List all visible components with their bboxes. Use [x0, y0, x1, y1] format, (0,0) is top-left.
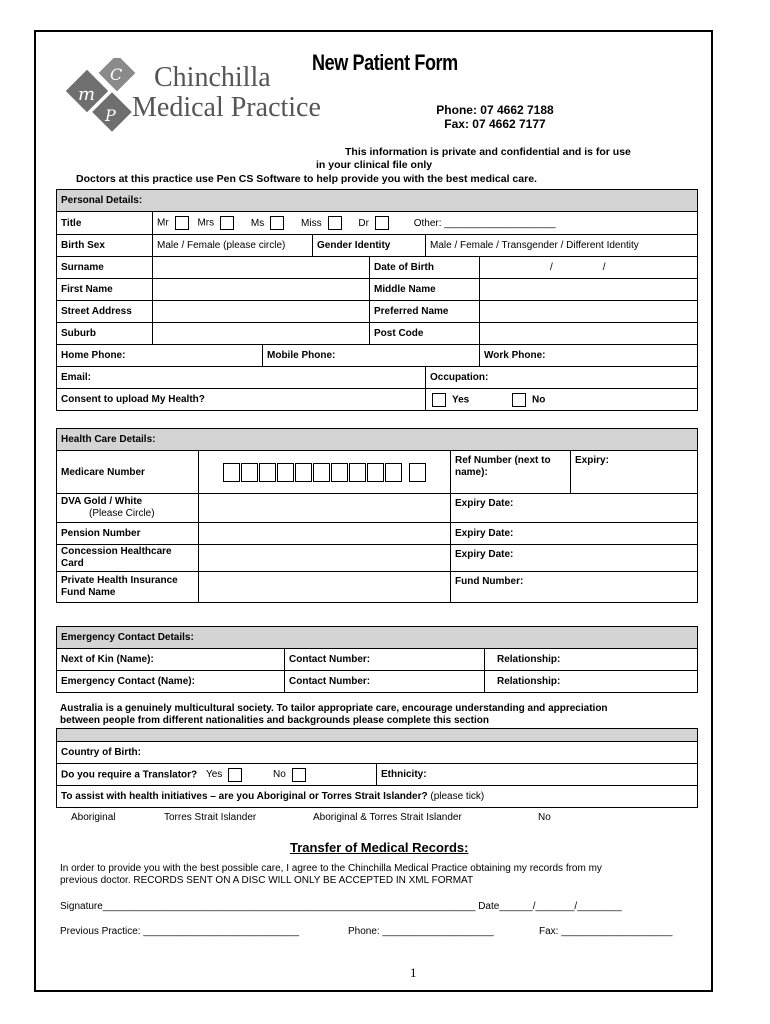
dva-expiry-field[interactable]: Expiry Date:: [451, 494, 698, 523]
translator-yes-checkbox[interactable]: [228, 768, 242, 782]
title-options: [153, 212, 698, 235]
post-code-label: Post Code: [370, 323, 480, 345]
transfer-text-2: previous doctor. RECORDS SENT ON A DISC WILL ONLY BE ACCEPTED IN XML FORMAT: [60, 875, 474, 886]
private-health-field[interactable]: [199, 572, 451, 603]
middle-name-label: Middle Name: [370, 279, 480, 301]
title-miss-label: Miss: [301, 217, 322, 229]
svg-text:m: m: [78, 84, 96, 105]
ethnicity-field[interactable]: Ethnicity:: [377, 764, 698, 786]
translator-no-checkbox[interactable]: [292, 768, 306, 782]
previous-practice-field[interactable]: Previous Practice: ____________________________: [60, 926, 300, 937]
medicare-digit-box[interactable]: [223, 463, 240, 482]
title-mr-checkbox[interactable]: [175, 216, 189, 230]
medicare-issue-box[interactable]: [409, 463, 426, 482]
medicare-boxes: [199, 451, 451, 494]
atsi-question: To assist with health initiatives – are you Aboriginal or Torres Strait Islander?: [61, 791, 428, 802]
svg-text:P: P: [105, 106, 116, 125]
consent-yes-label: Yes: [452, 394, 470, 406]
gender-identity-options[interactable]: Male / Female / Transgender / Different Identity: [426, 235, 698, 257]
fund-number-field[interactable]: Fund Number:: [451, 572, 698, 603]
emergency-contact-number-field[interactable]: Contact Number:: [285, 671, 485, 693]
atsi-option-aboriginal[interactable]: Aboriginal: [71, 812, 116, 823]
fax-text: Fax: 07 4662 7177: [444, 117, 546, 131]
title-other-field[interactable]: Other: ____________________: [413, 217, 556, 229]
medicare-digit-box[interactable]: [331, 463, 348, 482]
title-label: Title: [57, 212, 153, 235]
preferred-name-field[interactable]: [480, 301, 698, 323]
translator-yes-label: Yes: [205, 769, 223, 781]
transfer-heading: Transfer of Medical Records:: [290, 840, 469, 855]
email-field[interactable]: Email:: [57, 367, 426, 389]
medicare-digit-box[interactable]: [367, 463, 384, 482]
dva-number-field[interactable]: [199, 494, 451, 523]
first-name-label: First Name: [57, 279, 153, 301]
title-dr-checkbox[interactable]: [375, 216, 389, 230]
dob-label: Date of Birth: [370, 257, 480, 279]
multicultural-table: [56, 728, 698, 808]
surname-field[interactable]: [153, 257, 370, 279]
pension-field[interactable]: [199, 523, 451, 545]
multicultural-shade-bar: [57, 729, 698, 742]
ref-number-field[interactable]: Ref Number (next to name):: [451, 451, 571, 494]
atsi-option-no[interactable]: No: [538, 812, 551, 823]
health-care-heading: Health Care Details:: [57, 429, 698, 451]
street-address-label: Street Address: [57, 301, 153, 323]
private-health-label: Private Health Insurance Fund Name: [57, 572, 199, 603]
contact-block: [400, 103, 590, 131]
title-mrs-label: Mrs: [197, 217, 215, 229]
translator-no-label: No: [273, 769, 286, 781]
post-code-field[interactable]: [480, 323, 698, 345]
multicultural-intro-1: Australia is a genuinely multicultural society. To tailor appropriate care, encourage understanding and appreciation: [60, 703, 608, 714]
suburb-field[interactable]: [153, 323, 370, 345]
logo-line-1: Chinchilla: [154, 62, 271, 93]
gender-identity-label: Gender Identity: [313, 235, 426, 257]
birth-sex-options[interactable]: Male / Female (please circle): [153, 235, 313, 257]
suburb-label: Suburb: [57, 323, 153, 345]
country-of-birth-field[interactable]: Country of Birth:: [57, 742, 698, 764]
medicare-expiry-field[interactable]: Expiry:: [571, 451, 698, 494]
practice-logo: [62, 58, 352, 140]
dob-field[interactable]: [480, 257, 698, 279]
concession-expiry-field[interactable]: Expiry Date:: [451, 545, 698, 572]
atsi-question-row: [57, 786, 698, 808]
privacy-line-1: This information is private and confidential and is for use: [345, 146, 631, 158]
concession-label: Concession Healthcare Card: [57, 545, 199, 572]
multicultural-intro-2: between people from different nationalities and backgrounds please complete this section: [60, 715, 489, 726]
svg-text:C: C: [110, 65, 123, 84]
atsi-tick-note: (please tick): [430, 791, 485, 802]
dva-note: (Please Circle): [89, 508, 155, 519]
title-dr-label: Dr: [358, 217, 369, 229]
consent-no-checkbox[interactable]: [512, 393, 526, 407]
preferred-name-label: Preferred Name: [370, 301, 480, 323]
consent-label: Consent to upload My Health?: [57, 389, 426, 411]
privacy-line-2: in your clinical file only: [316, 159, 433, 171]
personal-details-heading: Personal Details:: [57, 190, 698, 212]
title-mrs-checkbox[interactable]: [220, 216, 234, 230]
medicare-label: Medicare Number: [57, 451, 199, 494]
mobile-phone-field[interactable]: Mobile Phone:: [263, 345, 480, 367]
dva-label: DVA Gold / White: [61, 496, 143, 507]
atsi-option-torres-strait[interactable]: Torres Strait Islander: [164, 812, 257, 823]
emergency-heading: Emergency Contact Details:: [57, 627, 698, 649]
previous-fax-field[interactable]: Fax: ____________________: [539, 926, 673, 937]
consent-yes-checkbox[interactable]: [432, 393, 446, 407]
title-mr-label: Mr: [157, 217, 169, 229]
dob-separator-1: /: [550, 262, 553, 273]
translator-label: Do you require a Translator?: [61, 769, 198, 781]
emergency-contact-field[interactable]: Emergency Contact (Name):: [57, 671, 285, 693]
title-ms-label: Ms: [250, 217, 265, 229]
title-ms-checkbox[interactable]: [270, 216, 284, 230]
pension-label: Pension Number: [57, 523, 199, 545]
dob-separator-2: /: [602, 262, 606, 273]
transfer-text-1: In order to provide you with the best possible care, I agree to the Chinchilla Medical Practice obtaining my records from my: [60, 863, 602, 874]
medicare-digit-box[interactable]: [259, 463, 276, 482]
concession-field[interactable]: [199, 545, 451, 572]
phone-text: Phone: 07 4662 7188: [436, 103, 554, 117]
surname-label: Surname: [57, 257, 153, 279]
emergency-relationship-field[interactable]: Relationship:: [485, 671, 698, 693]
work-phone-field[interactable]: Work Phone:: [480, 345, 698, 367]
form-title: New Patient Form: [312, 50, 458, 75]
occupation-field[interactable]: Occupation:: [426, 367, 698, 389]
signature-field[interactable]: Signature___________________________________________________________________ Date______/_______/________: [60, 901, 622, 912]
medicare-digit-box[interactable]: [277, 463, 294, 482]
medicare-digit-box[interactable]: [295, 463, 312, 482]
health-care-table: [56, 428, 698, 603]
medicare-digit-box[interactable]: [349, 463, 366, 482]
kin-relationship-field[interactable]: Relationship:: [485, 649, 698, 671]
birth-sex-label: Birth Sex: [57, 235, 153, 257]
translator-row: [57, 764, 377, 786]
middle-name-field[interactable]: [480, 279, 698, 301]
title-miss-checkbox[interactable]: [328, 216, 342, 230]
previous-phone-field[interactable]: Phone: ____________________: [348, 926, 494, 937]
emergency-contact-table: [56, 626, 698, 693]
atsi-option-both[interactable]: Aboriginal & Torres Strait Islander: [313, 812, 462, 823]
medicare-digit-box[interactable]: [385, 463, 402, 482]
next-of-kin-field[interactable]: Next of Kin (Name):: [57, 649, 285, 671]
consent-options: [426, 389, 698, 411]
page-number: 1: [410, 965, 417, 980]
consent-no-label: No: [532, 394, 546, 406]
kin-contact-number-field[interactable]: Contact Number:: [285, 649, 485, 671]
medicare-digit-box[interactable]: [241, 463, 258, 482]
pension-expiry-field[interactable]: Expiry Date:: [451, 523, 698, 545]
logo-line-2: Medical Practice: [132, 92, 321, 123]
street-address-field[interactable]: [153, 301, 370, 323]
dva-field[interactable]: [57, 494, 199, 523]
medicare-digit-box[interactable]: [313, 463, 330, 482]
first-name-field[interactable]: [153, 279, 370, 301]
personal-details-table: [56, 189, 698, 411]
software-note: Doctors at this practice use Pen CS Software to help provide you with the best medical care.: [76, 173, 537, 185]
home-phone-field[interactable]: Home Phone:: [57, 345, 263, 367]
